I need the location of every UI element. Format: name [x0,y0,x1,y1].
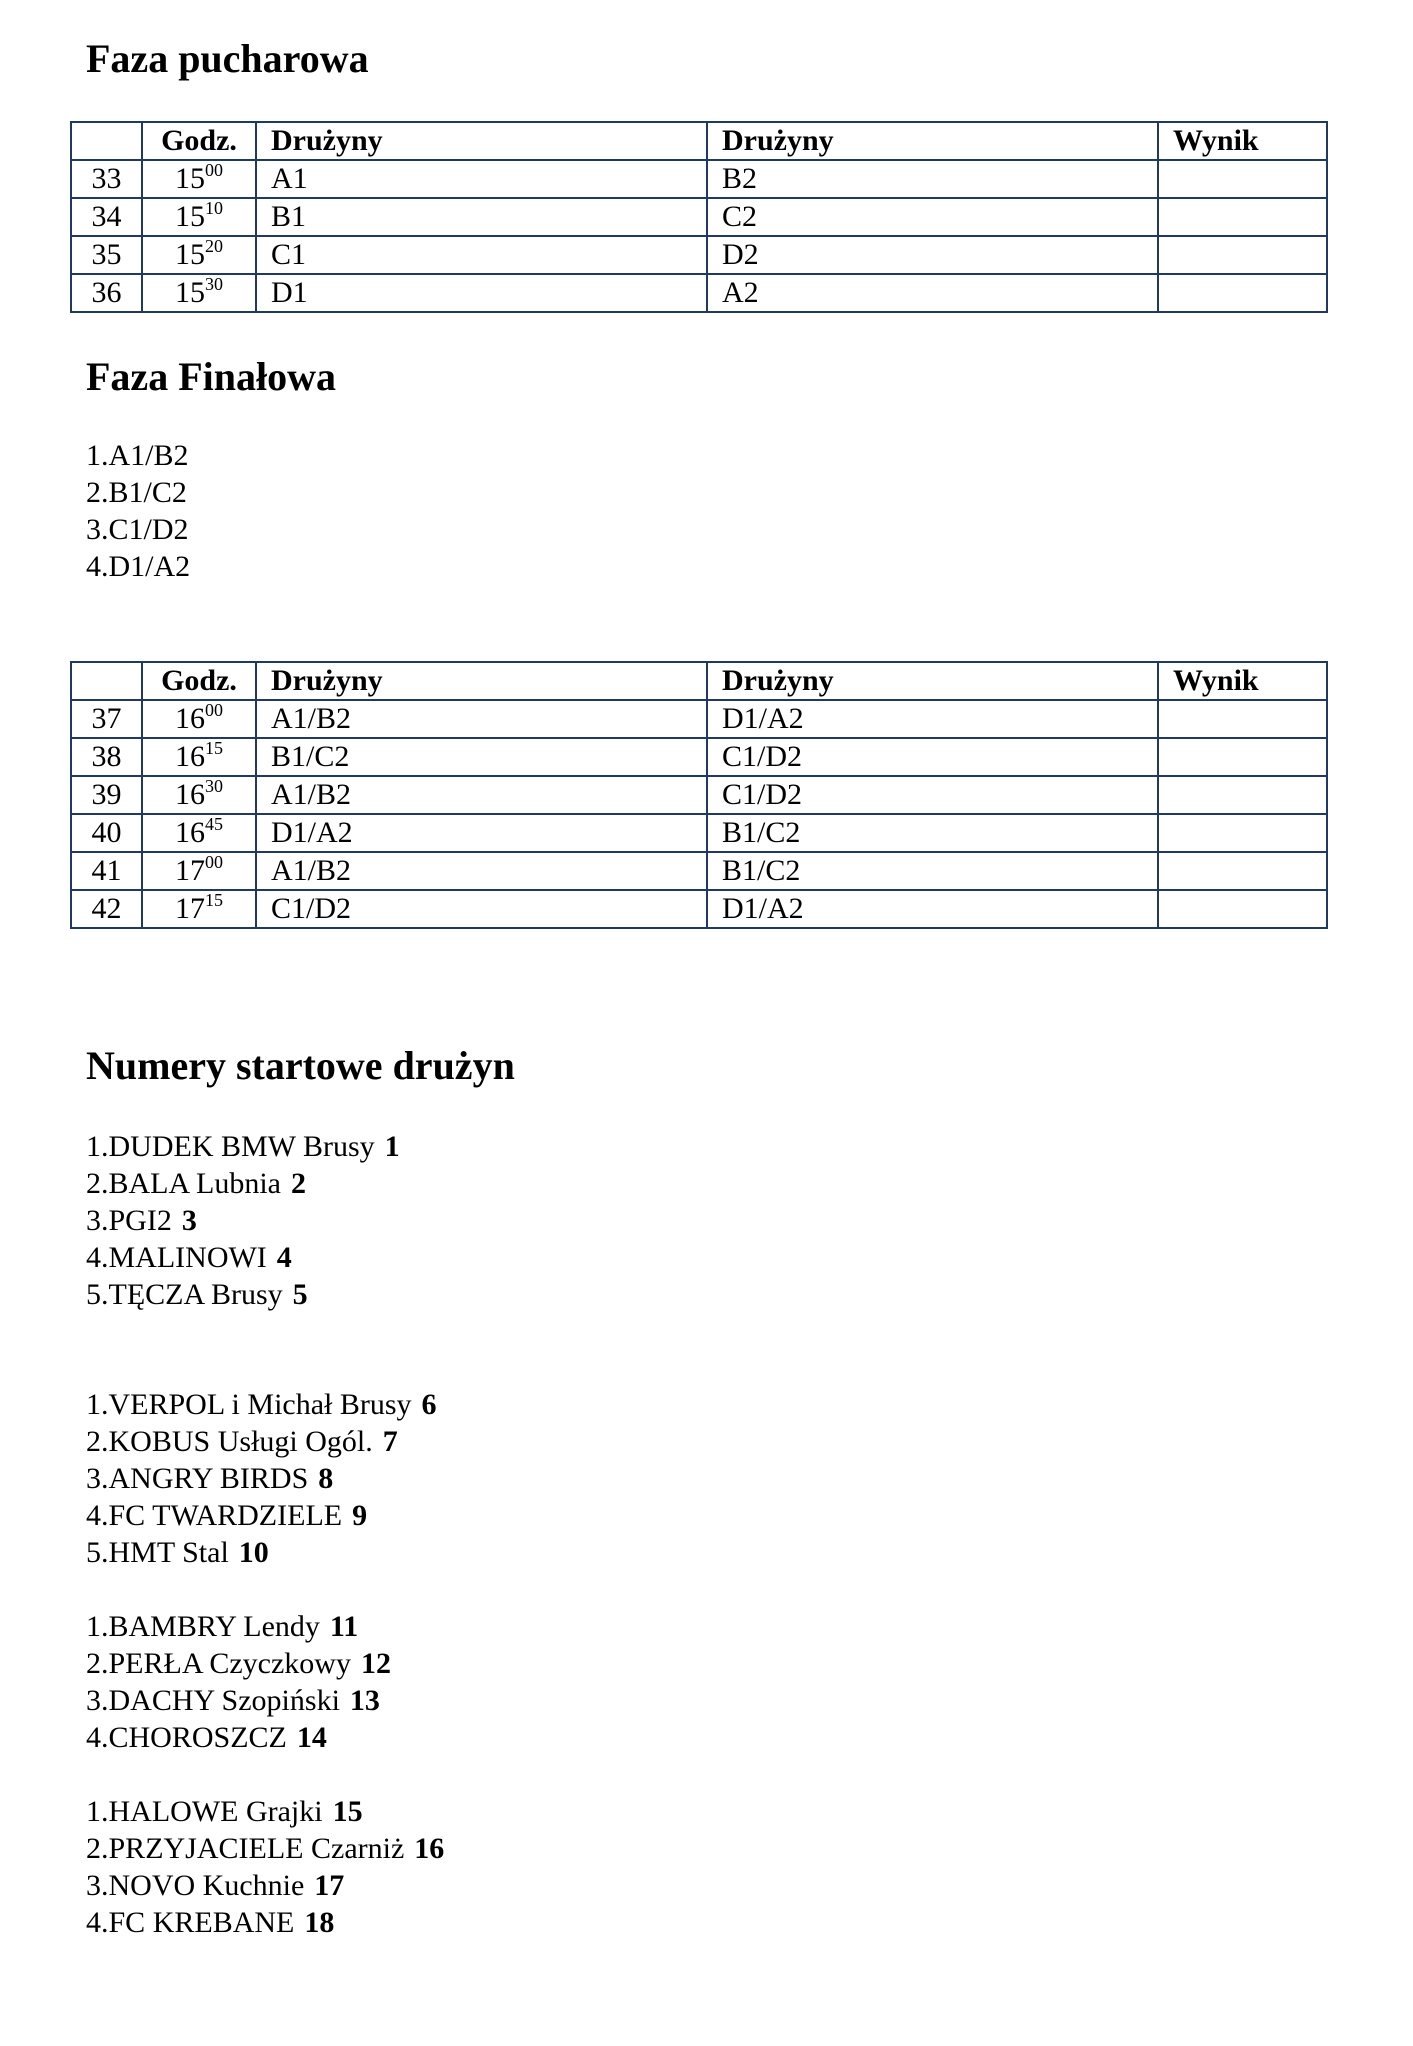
team-number: 6 [421,1388,437,1421]
match-hour: 17 [175,892,205,925]
match-team2: D2 [707,236,1158,274]
list-item [86,1645,391,1682]
match-team1: B1/C2 [256,738,707,776]
list-item: 3.C1/D2 [86,513,189,546]
match-team1: A1/B2 [256,700,707,738]
match-time [142,738,256,776]
match-hour: 16 [175,702,205,735]
match-team2: D1/A2 [707,890,1158,928]
list-item [86,1793,444,1830]
match-hour: 16 [175,816,205,849]
match-result[interactable] [1158,776,1327,814]
team-number: 8 [318,1462,334,1495]
table-row [71,274,1327,312]
match-result[interactable] [1158,700,1327,738]
match-team1: D1 [256,274,707,312]
team-number: 15 [332,1795,363,1828]
match-number: 35 [71,236,142,274]
match-minute: 00 [205,852,223,872]
team-name: 3.DACHY Szopiński [86,1684,340,1717]
match-team2: B1/C2 [707,814,1158,852]
team-name: 1.BAMBRY Lendy [86,1610,320,1643]
match-result[interactable] [1158,890,1327,928]
match-team2: C2 [707,198,1158,236]
match-minute: 00 [205,160,223,180]
match-hour: 15 [175,200,205,233]
team-name: 4.MALINOWI [86,1241,267,1274]
list-item [86,1682,391,1719]
table-row [71,236,1327,274]
header-team1: Drużyny [256,122,707,160]
team-number: 5 [292,1278,308,1311]
header-time: Godz. [142,122,256,160]
list-item [86,1386,437,1423]
match-time [142,776,256,814]
team-name: 1.DUDEK BMW Brusy [86,1130,375,1163]
list-item [86,1534,437,1571]
match-minute: 30 [205,274,223,294]
team-name: 5.TĘCZA Brusy [86,1278,283,1311]
list-item [86,1202,400,1239]
team-number: 14 [296,1721,327,1754]
table-row [71,160,1327,198]
match-number: 37 [71,700,142,738]
match-minute: 00 [205,700,223,720]
final-pairs-list [86,437,190,585]
match-team1: C1 [256,236,707,274]
match-number: 34 [71,198,142,236]
list-item [86,1904,444,1941]
cup-phase-heading: Faza pucharowa [86,36,369,81]
match-number: 33 [71,160,142,198]
match-time [142,274,256,312]
team-name: 1.HALOWE Grajki [86,1795,323,1828]
match-result[interactable] [1158,160,1327,198]
list-item [86,1867,444,1904]
header-team1: Drużyny [256,662,707,700]
match-team2: D1/A2 [707,700,1158,738]
match-time [142,700,256,738]
team-number: 10 [238,1536,269,1569]
header-team2: Drużyny [707,662,1158,700]
cup-schedule-table [70,121,1328,313]
list-item [86,1423,437,1460]
match-time [142,814,256,852]
match-hour: 15 [175,276,205,309]
match-minute: 15 [205,738,223,758]
list-item [86,1460,437,1497]
team-group-3 [86,1608,391,1756]
team-number: 11 [329,1610,359,1643]
match-minute: 30 [205,776,223,796]
team-number: 18 [304,1906,335,1939]
match-minute: 45 [205,814,223,834]
header-number [71,122,142,160]
team-name: 4.FC KREBANE [86,1906,295,1939]
team-name: 4.FC TWARDZIELE [86,1499,343,1532]
match-minute: 20 [205,236,223,256]
match-result[interactable] [1158,236,1327,274]
team-group-2 [86,1386,437,1571]
list-item [86,1128,400,1165]
team-number: 2 [291,1167,306,1200]
header-number [71,662,142,700]
team-number: 16 [414,1832,445,1865]
team-number: 3 [181,1204,197,1237]
team-name: 1.VERPOL i Michał Brusy [86,1388,412,1421]
team-name: 5.HMT Stal [86,1536,229,1569]
match-number: 41 [71,852,142,890]
team-numbers-heading: Numery startowe drużyn [86,1043,515,1088]
header-time: Godz. [142,662,256,700]
match-number: 40 [71,814,142,852]
list-item [86,1830,444,1867]
team-name: 2.BALA Lubnia [86,1167,281,1200]
match-team1: A1 [256,160,707,198]
team-group-1 [86,1128,400,1313]
team-number: 13 [349,1684,380,1717]
match-result[interactable] [1158,738,1327,776]
list-item [86,1239,400,1276]
match-result[interactable] [1158,852,1327,890]
team-name: 4.CHOROSZCZ [86,1721,287,1754]
list-item [86,1165,400,1202]
table-row [71,700,1327,738]
match-minute: 10 [205,198,223,218]
table-row [71,852,1327,890]
match-number: 39 [71,776,142,814]
match-team2: B2 [707,160,1158,198]
final-schedule-table [70,661,1328,929]
team-name: 3.NOVO Kuchnie [86,1869,305,1902]
match-time [142,160,256,198]
table-header-row [71,122,1327,160]
match-number: 42 [71,890,142,928]
team-name: 2.KOBUS Usługi Ogól. [86,1425,373,1458]
match-team1: D1/A2 [256,814,707,852]
team-name: 3.PGI2 [86,1204,172,1237]
match-result[interactable] [1158,814,1327,852]
table-row [71,776,1327,814]
team-name: 2.PERŁA Czyczkowy [86,1647,351,1680]
match-number: 36 [71,274,142,312]
team-number: 12 [360,1647,391,1680]
table-row [71,814,1327,852]
list-item: 1.A1/B2 [86,439,189,472]
list-item [86,1719,391,1756]
match-hour: 16 [175,778,205,811]
team-number: 17 [314,1869,345,1902]
match-time [142,198,256,236]
match-number: 38 [71,738,142,776]
match-team2: B1/C2 [707,852,1158,890]
match-hour: 15 [175,238,205,271]
list-item: 2.B1/C2 [86,476,187,509]
team-number: 7 [382,1425,398,1458]
match-team2: C1/D2 [707,738,1158,776]
final-phase-heading: Faza Finałowa [86,354,336,399]
table-row [71,738,1327,776]
list-item [86,1608,391,1645]
list-item [86,1497,437,1534]
match-hour: 15 [175,162,205,195]
match-minute: 15 [205,890,223,910]
team-group-4 [86,1793,444,1941]
match-time [142,236,256,274]
table-row [71,890,1327,928]
match-result[interactable] [1158,274,1327,312]
team-number: 1 [384,1130,400,1163]
table-header-row [71,662,1327,700]
match-hour: 17 [175,854,205,887]
match-hour: 16 [175,740,205,773]
list-item: 4.D1/A2 [86,550,191,583]
table-row [71,198,1327,236]
team-number: 9 [352,1499,368,1532]
match-team1: C1/D2 [256,890,707,928]
header-team2: Drużyny [707,122,1158,160]
match-team1: A1/B2 [256,852,707,890]
team-name: 3.ANGRY BIRDS [86,1462,309,1495]
match-team1: A1/B2 [256,776,707,814]
header-result: Wynik [1158,662,1327,700]
match-team2: C1/D2 [707,776,1158,814]
match-result[interactable] [1158,198,1327,236]
match-time [142,890,256,928]
team-name: 2.PRZYJACIELE Czarniż [86,1832,405,1865]
header-result: Wynik [1158,122,1327,160]
team-number: 4 [276,1241,292,1274]
list-item [86,1276,400,1313]
match-time [142,852,256,890]
match-team1: B1 [256,198,707,236]
match-team2: A2 [707,274,1158,312]
